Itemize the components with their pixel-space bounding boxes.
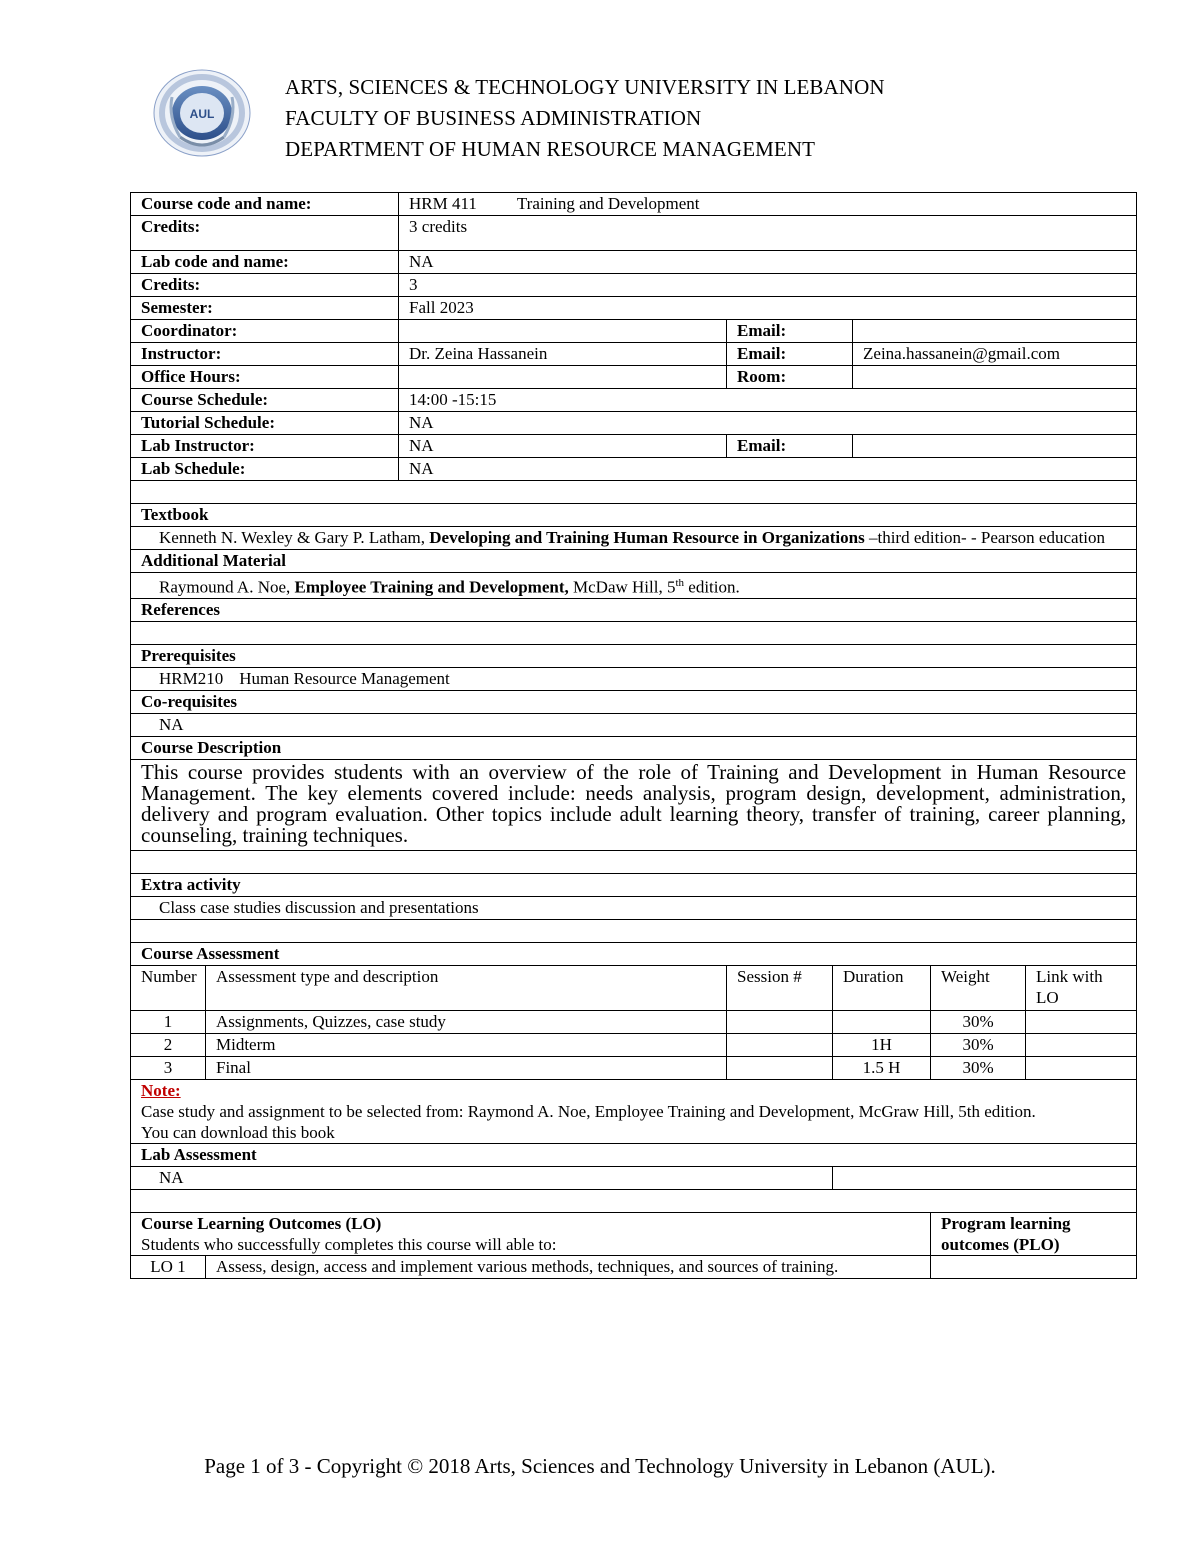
instructor-email-label: Email:	[727, 343, 853, 366]
assessment-note-row	[131, 1079, 1137, 1143]
assessment-number: 2	[131, 1033, 206, 1056]
assessment-lo	[1026, 1033, 1137, 1056]
outcome-row-1	[131, 1255, 1137, 1278]
references-header-row	[131, 598, 1137, 621]
lab-assessment-row	[131, 1166, 1137, 1189]
department-name: DEPARTMENT OF HUMAN RESOURCE MANAGEMENT	[285, 137, 816, 161]
info-row-course	[131, 193, 1137, 216]
lo-id: LO 1	[131, 1255, 206, 1278]
outcomes-subtitle: Students who successfully completes this course will able to:	[141, 1234, 557, 1254]
corequisites-value: NA	[131, 713, 1137, 736]
assessment-description: Midterm	[206, 1033, 727, 1056]
description-row	[131, 759, 1137, 850]
course-schedule-label: Course Schedule:	[131, 389, 399, 412]
assessment-duration: 1H	[833, 1033, 931, 1056]
credits-value: 3 credits	[399, 216, 1137, 251]
office-hours-value	[399, 366, 727, 389]
assessment-weight: 30%	[931, 1033, 1026, 1056]
additional-header-row	[131, 550, 1137, 573]
lab-value: NA	[399, 251, 1137, 274]
document-header	[150, 62, 1050, 172]
extra-row	[131, 896, 1137, 919]
assessment-number: 1	[131, 1010, 206, 1033]
assessment-session	[727, 1033, 833, 1056]
textbook-header-row	[131, 504, 1137, 527]
lab-assessment-label: Lab Assessment	[131, 1143, 1137, 1166]
prerequisites-header-row	[131, 644, 1137, 667]
credits2-label: Credits:	[131, 274, 399, 297]
info-row-lab-instructor	[131, 435, 1137, 458]
col-duration-header: Duration	[833, 965, 931, 1010]
spacer-row	[131, 1189, 1137, 1212]
assessment-row-1	[131, 1010, 1137, 1033]
lab-schedule-label: Lab Schedule:	[131, 458, 399, 481]
svg-text:AUL: AUL	[189, 107, 215, 121]
course-description-label: Course Description	[131, 736, 1137, 759]
additional-material-label: Additional Material	[131, 550, 1137, 573]
lab-assessment-value: NA	[131, 1166, 833, 1189]
col-number-header: Number	[131, 965, 206, 1010]
references-value-row	[131, 621, 1137, 644]
course-value: HRM 411 Training and Development	[399, 193, 1137, 216]
assessment-lo	[1026, 1010, 1137, 1033]
coordinator-label: Coordinator:	[131, 320, 399, 343]
info-row-semester	[131, 297, 1137, 320]
assessment-weight: 30%	[931, 1010, 1026, 1033]
semester-label: Semester:	[131, 297, 399, 320]
lab-instructor-email-value	[853, 435, 1137, 458]
faculty-name: FACULTY OF BUSINESS ADMINISTRATION	[285, 106, 702, 130]
instructor-email-value: Zeina.hassanein@gmail.com	[853, 343, 1137, 366]
page-footer: Page 1 of 3 - Copyright © 2018 Arts, Sciences and Technology University in Lebanon (AUL).	[204, 1454, 996, 1478]
assessment-duration	[833, 1010, 931, 1033]
extra-activity-value: Class case studies discussion and presentations	[131, 896, 1137, 919]
textbook-row	[131, 527, 1137, 550]
info-row-schedule	[131, 389, 1137, 412]
spacer-row	[131, 850, 1137, 873]
assessment-duration: 1.5 H	[833, 1056, 931, 1079]
textbook-label: Textbook	[131, 504, 1137, 527]
room-label: Room:	[727, 366, 853, 389]
instructor-value: Dr. Zeina Hassanein	[399, 343, 727, 366]
coordinator-email-value	[853, 320, 1137, 343]
spacer-row	[131, 919, 1137, 942]
assessment-description: Final	[206, 1056, 727, 1079]
course-assessment-label: Course Assessment	[131, 942, 1137, 965]
spacer-row	[131, 481, 1137, 504]
course-schedule-value: 14:00 -15:15	[399, 389, 1137, 412]
lab-instructor-email-label: Email:	[727, 435, 853, 458]
info-row-lab	[131, 251, 1137, 274]
office-hours-label: Office Hours:	[131, 366, 399, 389]
col-session-header: Session #	[727, 965, 833, 1010]
corequisites-header-row	[131, 690, 1137, 713]
plo-header: Program learning outcomes (PLO)	[931, 1212, 1137, 1255]
assessment-lo	[1026, 1056, 1137, 1079]
university-name: ARTS, SCIENCES & TECHNOLOGY UNIVERSITY IN LEBANON	[285, 75, 885, 99]
semester-value: Fall 2023	[399, 297, 1137, 320]
prerequisites-label: Prerequisites	[131, 644, 1137, 667]
outcomes-header	[131, 1212, 931, 1255]
corequisites-row	[131, 713, 1137, 736]
assessment-description: Assignments, Quizzes, case study	[206, 1010, 727, 1033]
credits2-value: 3	[399, 274, 1137, 297]
assessment-number: 3	[131, 1056, 206, 1079]
col-description-header: Assessment type and description	[206, 965, 727, 1010]
lab-instructor-value: NA	[399, 435, 727, 458]
note-label: Note:	[141, 1080, 181, 1100]
info-row-instructor	[131, 343, 1137, 366]
additional-row	[131, 573, 1137, 599]
info-row-credits	[131, 216, 1137, 251]
outcomes-header-row	[131, 1212, 1137, 1255]
assessment-weight: 30%	[931, 1056, 1026, 1079]
info-row-tutorial	[131, 412, 1137, 435]
assessment-column-headers	[131, 965, 1137, 1010]
note-line-1: Case study and assignment to be selected from: Raymond A. Noe, Employee Training and Development, McGraw Hill, 5th edition.	[141, 1101, 1036, 1121]
university-seal-logo	[150, 67, 254, 159]
assessment-row-2	[131, 1033, 1137, 1056]
course-description-text: This course provides students with an overview of the role of Training and Development in Human Resource Management. The key elements covered include: needs analysis, program design, development, administration, delivery and program evaluation. Other topics include adult learning theory, transfer of training, career planning, counseling, training techniques.	[131, 759, 1137, 850]
outcomes-title: Course Learning Outcomes (LO)	[141, 1213, 382, 1233]
lab-schedule-value: NA	[399, 458, 1137, 481]
col-weight-header: Weight	[931, 965, 1026, 1010]
extra-header-row	[131, 873, 1137, 896]
info-row-credits2	[131, 274, 1137, 297]
references-label: References	[131, 598, 1137, 621]
lab-assessment-header-row	[131, 1143, 1137, 1166]
assessment-row-3	[131, 1056, 1137, 1079]
info-row-lab-schedule	[131, 458, 1137, 481]
info-row-office	[131, 366, 1137, 389]
note-line-2: You can download this book	[141, 1122, 335, 1142]
lab-label: Lab code and name:	[131, 251, 399, 274]
assessment-header-row	[131, 942, 1137, 965]
extra-activity-label: Extra activity	[131, 873, 1137, 896]
assessment-session	[727, 1056, 833, 1079]
lab-instructor-label: Lab Instructor:	[131, 435, 399, 458]
instructor-label: Instructor:	[131, 343, 399, 366]
info-row-coordinator	[131, 320, 1137, 343]
tutorial-schedule-label: Tutorial Schedule:	[131, 412, 399, 435]
course-syllabus-table	[130, 192, 1137, 1279]
additional-material-value: Raymound A. Noe, Employee Training and Development, McDaw Hill, 5th edition.	[131, 573, 1137, 599]
lo-text: Assess, design, access and implement various methods, techniques, and sources of training.	[206, 1255, 931, 1278]
credits-label: Credits:	[131, 216, 399, 251]
assessment-note	[131, 1079, 1137, 1143]
lo-plo	[931, 1255, 1137, 1278]
col-lo-header: Link with LO	[1026, 965, 1137, 1010]
assessment-session	[727, 1010, 833, 1033]
course-label: Course code and name:	[131, 193, 399, 216]
corequisites-label: Co-requisites	[131, 690, 1137, 713]
tutorial-schedule-value: NA	[399, 412, 1137, 435]
textbook-value: Kenneth N. Wexley & Gary P. Latham, Developing and Training Human Resource in Organizations –third edition- - Pearson education	[131, 527, 1137, 550]
coordinator-value	[399, 320, 727, 343]
prerequisites-value: HRM210 Human Resource Management	[131, 667, 1137, 690]
description-header-row	[131, 736, 1137, 759]
room-value	[853, 366, 1137, 389]
prerequisites-row	[131, 667, 1137, 690]
coordinator-email-label: Email:	[727, 320, 853, 343]
